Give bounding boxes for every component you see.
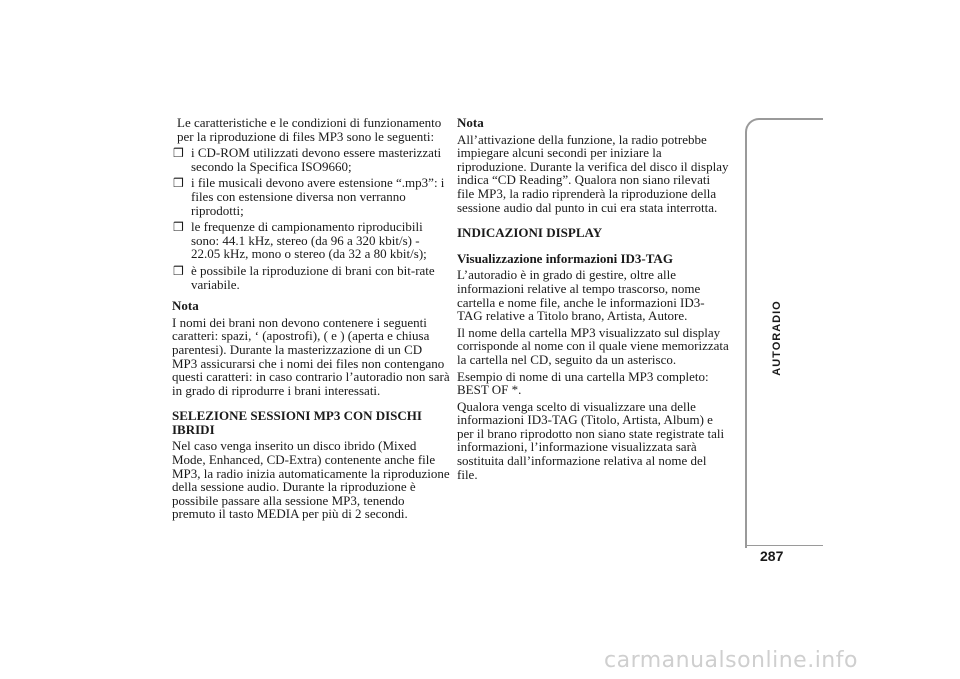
paragraph: Il nome della cartella MP3 visualizzato sul display corrisponde al nome con il quale viene memorizzata la cartella nel CD, seguito da un asterisco. — [457, 324, 729, 367]
nota-text: I nomi dei brani non devono contenere i seguenti caratteri: spazi, ‘ (apostrofi), ( e ) (aperta e chiusa parentesi). Durante la masterizzazione di un CD MP3 assicurarsi che i nomi dei files non contengano questi caratteri: in caso contrario l’autoradio non sarà in grado di riprodurre i brani interessati. — [172, 314, 450, 398]
bullet-text: i CD-ROM utilizzati devono essere masterizzati secondo la Specifica ISO9660; — [191, 145, 442, 174]
watermark: carmanualsonline.info — [604, 648, 858, 673]
checkbox-bullet-icon: ❒ — [173, 176, 184, 191]
bullet-text: le frequenze di campionamento riproducibili sono: 44.1 kHz, stereo (da 96 a 320 kbit/s) - 22.05 kHz, mono o stereo (da 32 a 80 kbit/s); — [191, 219, 427, 262]
chapter-label: AUTORADIO — [771, 300, 783, 376]
page-number: 287 — [760, 548, 784, 564]
bullet-item — [172, 220, 450, 261]
nota-heading: Nota — [457, 115, 484, 130]
checkbox-bullet-icon: ❒ — [173, 220, 184, 235]
bullet-item — [172, 264, 450, 291]
chapter-tab-divider — [745, 545, 823, 546]
bullet-item — [172, 146, 450, 173]
bullet-text: i file musicali devono avere estensione “.mp3”: i files con estensione diversa non verranno riprodotti; — [191, 175, 445, 218]
nota-text: All’attivazione della funzione, la radio potrebbe impiegare alcuni secondi per iniziare la riproduzione. Durante la verifica del disco il display indica “CD Reading”. Qualora non siano rilevati file MP3, la radio riprenderà la riproduzione della sessione audio dal punto in cui era stata interrotta. — [457, 131, 729, 215]
checkbox-bullet-icon: ❒ — [173, 146, 184, 161]
intro-text: Le caratteristiche e le condizioni di funzionamento per la riproduzione di files MP3 sono le seguenti: — [177, 115, 442, 144]
section-text: Nel caso venga inserito un disco ibrido (Mixed Mode, Enhanced, CD-Extra) contenente anche file MP3, la radio inizia automaticamente la riproduzione della sessione audio. Durante la riproduzione è possibile passare alla sessione MP3, tenendo premuto il tasto MEDIA per più di 2 secondi. — [172, 438, 450, 522]
right-column — [457, 116, 729, 481]
paragraph: Qualora venga scelto di visualizzare una delle informazioni ID3-TAG (Titolo, Artista, Album) e per il brano riprodotto non siano state registrate tali informazioni, l’informazione visualizzata sarà sostituita dall’informazione relativa al nome del file. — [457, 398, 725, 482]
section-heading: INDICAZIONI DISPLAY — [457, 225, 603, 241]
section-heading: SELEZIONE SESSIONI MP3 CON DISCHI IBRIDI — [172, 408, 422, 437]
nota-heading: Nota — [172, 298, 199, 314]
bullet-item — [172, 176, 450, 217]
left-column — [172, 116, 450, 521]
bullet-text: è possibile la riproduzione di brani con bit-rate variabile. — [191, 262, 435, 292]
paragraph: Esempio di nome di una cartella MP3 completo: BEST OF *. — [457, 368, 709, 398]
subsection-heading: Visualizzazione informazioni ID3-TAG — [457, 250, 673, 266]
paragraph: L’autoradio è in grado di gestire, oltre alle informazioni relative al tempo trascorso, nome cartella e nome file, anche le informazioni ID3-TAG relative a Titolo brano, Artista, Autore. — [457, 267, 705, 324]
checkbox-bullet-icon: ❒ — [173, 263, 184, 278]
